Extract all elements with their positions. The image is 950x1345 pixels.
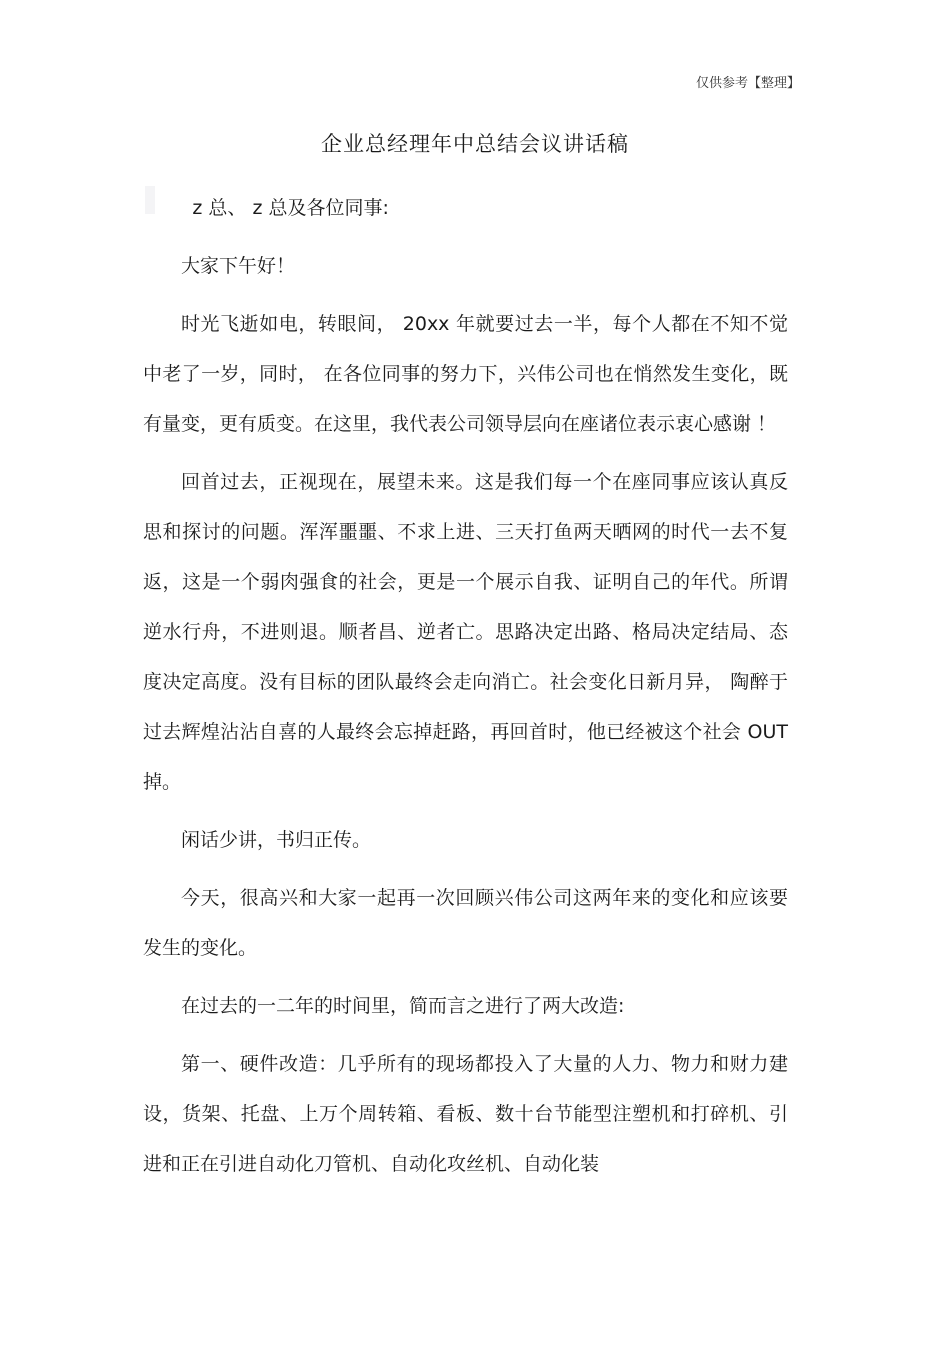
body-paragraph: 时光飞逝如电，转眼间， 20xx 年就要过去一半，每个人都在不知不觉中老了一岁，同时， 在各位同事的努力下，兴伟公司也在悄然发生变化，既有量变，更有质变。在这里，我代表公司领导层向在座诸位表示衷心感谢 ！ xyxy=(143,313,788,435)
body-paragraph: 回首过去，正视现在，展望未来。这是我们每一个在座同事应该认真反思和探讨的问题。浑浑噩噩、不求上进、三天打鱼两天晒网的时代一去不复返，这是一个弱肉强食的社会，更是一个展示自我、证明自己的年代。所谓逆水行舟，不进则退。顺者昌、逆者亡。思路决定出路、格局决定结局、态度决定高度。没有目标的团队最终会走向消亡。社会变化日新月异， 陶醉于过去辉煌沾沾自喜的人最终会忘掉赶路，再回首时，他已经被这个社会 OUT掉。 xyxy=(143,471,788,793)
document-body xyxy=(143,183,788,1197)
body-paragraph: 在过去的一二年的时间里，简而言之进行了两大改造: xyxy=(181,995,625,1017)
salutation-paragraph: z 总、 z 总及各位同事: xyxy=(192,197,389,219)
greeting-paragraph: 大家下午好！ xyxy=(181,255,296,277)
body-paragraph: 今天，很高兴和大家一起再一次回顾兴伟公司这两年来的变化和应该要发生的变化。 xyxy=(143,887,788,959)
body-paragraph: 第一、硬件改造：几乎所有的现场都投入了大量的人力、物力和财力建设，货架、托盘、上万个周转箱、看板、数十台节能型注塑机和打碎机、引进和正在引进自动化刀管机、自动化攻丝机、自动化装 xyxy=(143,1053,788,1175)
header-note: 仅供参考【整理】 xyxy=(695,76,800,91)
body-paragraph: 闲话少讲，书归正传。 xyxy=(181,829,372,851)
document-title: 企业总经理年中总结会议讲话稿 xyxy=(321,132,629,156)
